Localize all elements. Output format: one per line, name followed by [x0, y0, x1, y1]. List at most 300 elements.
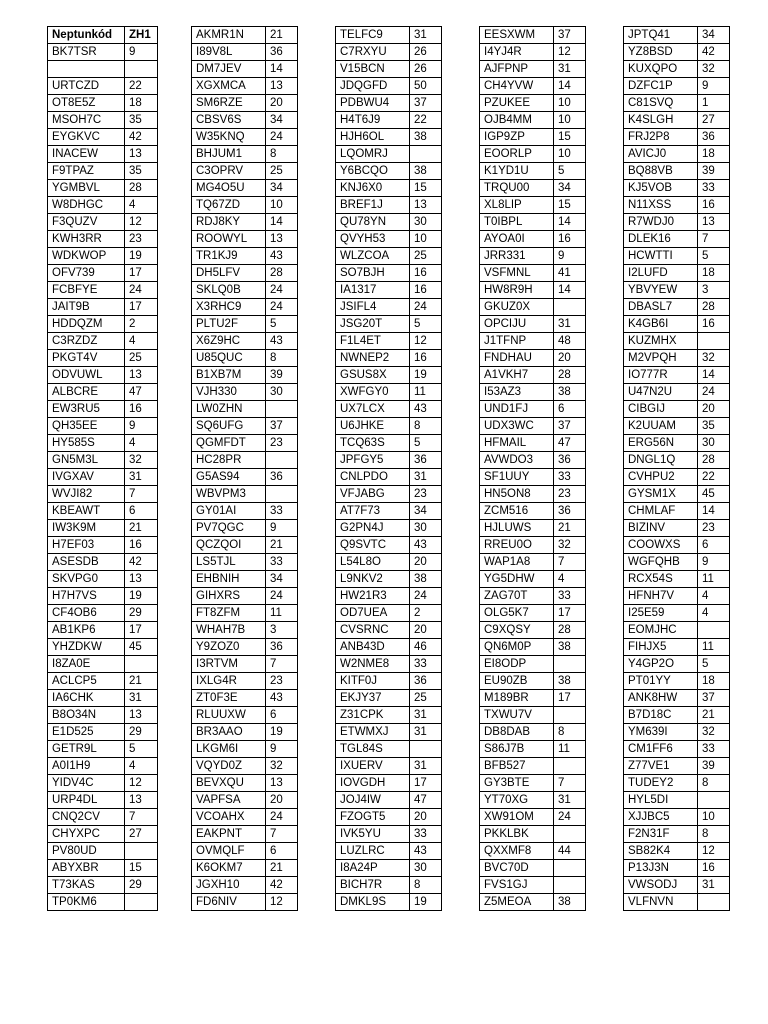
table-row — [192, 554, 298, 571]
score-cell: 45 — [698, 486, 730, 503]
neptun-code-cell: AB1KP6 — [48, 622, 125, 639]
table-row — [192, 503, 298, 520]
table-row — [624, 350, 730, 367]
table-row — [48, 214, 158, 231]
neptun-code-cell: PV80UD — [48, 843, 125, 860]
neptun-code-cell: CF4OB6 — [48, 605, 125, 622]
table-row — [624, 248, 730, 265]
score-cell: 39 — [266, 367, 298, 384]
neptun-code-cell: S86J7B — [480, 741, 554, 758]
score-cell — [554, 758, 586, 775]
score-cell: 43 — [410, 537, 442, 554]
score-cell: 36 — [554, 452, 586, 469]
neptun-code-cell: I25E59 — [624, 605, 698, 622]
score-cell: 24 — [266, 129, 298, 146]
score-cell: 23 — [125, 231, 158, 248]
neptun-code-cell: DMKL9S — [336, 894, 410, 911]
score-cell: 34 — [266, 180, 298, 197]
neptun-code-cell: OFV739 — [48, 265, 125, 282]
table-row — [48, 673, 158, 690]
score-cell: 7 — [554, 554, 586, 571]
score-cell: 48 — [554, 333, 586, 350]
neptun-code-cell: P13J3N — [624, 860, 698, 877]
score-cell: 16 — [410, 265, 442, 282]
table-row — [480, 707, 586, 724]
score-cell: 16 — [698, 860, 730, 877]
score-cell: 31 — [410, 724, 442, 741]
neptun-code-cell: U47N2U — [624, 384, 698, 401]
neptun-code-cell: W2NME8 — [336, 656, 410, 673]
table-row — [48, 299, 158, 316]
table-row — [624, 469, 730, 486]
neptun-code-cell: W8DHGC — [48, 197, 125, 214]
neptun-code-cell: ZT0F3E — [192, 690, 266, 707]
table-row — [480, 333, 586, 350]
table-row — [624, 418, 730, 435]
table-row — [624, 690, 730, 707]
neptun-code-cell: R7WDJ0 — [624, 214, 698, 231]
score-table-3 — [335, 26, 442, 911]
table-row — [48, 622, 158, 639]
score-cell: 30 — [410, 860, 442, 877]
neptun-code-cell: LKGM6I — [192, 741, 266, 758]
score-cell: 13 — [125, 146, 158, 163]
score-cell: 8 — [410, 418, 442, 435]
neptun-code-cell: CHYXPC — [48, 826, 125, 843]
neptun-code-cell: VSFMNL — [480, 265, 554, 282]
neptun-code-cell: BEVXQU — [192, 775, 266, 792]
score-cell — [554, 877, 586, 894]
score-cell: 31 — [125, 690, 158, 707]
table-row — [480, 656, 586, 673]
score-cell: 12 — [125, 214, 158, 231]
table-row — [192, 792, 298, 809]
neptun-code-cell: ANK8HW — [624, 690, 698, 707]
neptun-code-cell: W35KNQ — [192, 129, 266, 146]
table-row — [480, 809, 586, 826]
score-cell: 11 — [554, 741, 586, 758]
neptun-code-cell: GY3BTE — [480, 775, 554, 792]
table-row — [336, 554, 442, 571]
neptun-code-cell: CVSRNC — [336, 622, 410, 639]
neptun-code-cell: CHMLAF — [624, 503, 698, 520]
score-cell: 15 — [125, 860, 158, 877]
score-cell: 7 — [266, 826, 298, 843]
table-row — [480, 758, 586, 775]
table-row — [624, 826, 730, 843]
score-cell: 30 — [266, 384, 298, 401]
score-cell: 20 — [410, 622, 442, 639]
table-row — [336, 384, 442, 401]
table-row — [480, 724, 586, 741]
table-row — [624, 146, 730, 163]
table-row — [480, 129, 586, 146]
table-row — [48, 146, 158, 163]
neptun-code-cell: YT70XG — [480, 792, 554, 809]
neptun-code-cell: FT8ZFM — [192, 605, 266, 622]
neptun-code-cell: RLUUXW — [192, 707, 266, 724]
score-cell: 20 — [698, 401, 730, 418]
score-cell: 31 — [554, 792, 586, 809]
table-row — [336, 231, 442, 248]
table-row — [192, 469, 298, 486]
score-cell: 15 — [554, 129, 586, 146]
neptun-code-cell: EW3RU5 — [48, 401, 125, 418]
table-row — [480, 741, 586, 758]
table-row — [480, 112, 586, 129]
neptun-code-cell: M2VPQH — [624, 350, 698, 367]
neptun-code-cell — [48, 61, 125, 78]
table-row — [480, 588, 586, 605]
score-cell: 10 — [698, 809, 730, 826]
score-cell: 6 — [554, 401, 586, 418]
score-cell: 7 — [698, 231, 730, 248]
table-row — [192, 775, 298, 792]
neptun-code-cell: TUDEY2 — [624, 775, 698, 792]
table-row — [624, 384, 730, 401]
table-row — [624, 452, 730, 469]
table-row — [336, 571, 442, 588]
neptun-code-cell: EOORLP — [480, 146, 554, 163]
neptun-code-cell: CVHPU2 — [624, 469, 698, 486]
table-row — [480, 775, 586, 792]
score-table-5 — [623, 26, 730, 911]
table-row — [192, 282, 298, 299]
score-cell: 41 — [554, 265, 586, 282]
score-cell: 17 — [125, 622, 158, 639]
neptun-code-cell: XGXMCA — [192, 78, 266, 95]
score-cell: 36 — [410, 452, 442, 469]
score-cell — [554, 299, 586, 316]
neptun-code-cell: IA6CHK — [48, 690, 125, 707]
score-cell: 24 — [554, 809, 586, 826]
neptun-code-cell: IVK5YU — [336, 826, 410, 843]
table-row — [624, 571, 730, 588]
score-cell: 10 — [554, 95, 586, 112]
table-row — [336, 163, 442, 180]
neptun-code-cell: ODVUWL — [48, 367, 125, 384]
table-row — [480, 197, 586, 214]
table-row — [192, 724, 298, 741]
table-row — [192, 27, 298, 44]
table-row — [336, 656, 442, 673]
neptun-code-cell: PLTU2F — [192, 316, 266, 333]
score-cell: 43 — [266, 690, 298, 707]
table-row — [624, 775, 730, 792]
neptun-code-cell: K4GB6I — [624, 316, 698, 333]
score-cell: 30 — [698, 435, 730, 452]
table-row — [336, 95, 442, 112]
score-cell: 16 — [125, 401, 158, 418]
score-cell: 32 — [266, 758, 298, 775]
score-cell: 21 — [698, 707, 730, 724]
neptun-code-cell: SM6RZE — [192, 95, 266, 112]
table-row — [336, 775, 442, 792]
table-row — [48, 435, 158, 452]
score-cell: 8 — [698, 826, 730, 843]
table-row — [624, 656, 730, 673]
neptun-code-cell: UND1FJ — [480, 401, 554, 418]
table-row — [192, 146, 298, 163]
score-cell: 3 — [266, 622, 298, 639]
neptun-code-cell: JAIT9B — [48, 299, 125, 316]
score-cell: 17 — [125, 299, 158, 316]
neptun-code-cell: YIDV4C — [48, 775, 125, 792]
table-row — [336, 469, 442, 486]
table-row — [336, 214, 442, 231]
neptun-code-cell: F9TPAZ — [48, 163, 125, 180]
table-row — [480, 503, 586, 520]
neptun-code-cell: NWNEP2 — [336, 350, 410, 367]
table-row — [480, 384, 586, 401]
table-row — [336, 605, 442, 622]
score-cell: 23 — [266, 435, 298, 452]
neptun-code-cell: GETR9L — [48, 741, 125, 758]
neptun-code-cell: KWH3RR — [48, 231, 125, 248]
neptun-code-cell: T73KAS — [48, 877, 125, 894]
neptun-code-cell: HJH6OL — [336, 129, 410, 146]
score-cell: 33 — [266, 554, 298, 571]
neptun-code-cell: H7EF03 — [48, 537, 125, 554]
score-cell: 31 — [125, 469, 158, 486]
table-row — [192, 520, 298, 537]
table-row — [336, 894, 442, 911]
score-cell: 31 — [410, 707, 442, 724]
score-cell: 43 — [410, 401, 442, 418]
table-row — [48, 112, 158, 129]
table-row — [48, 571, 158, 588]
table-row — [624, 282, 730, 299]
score-cell: 20 — [554, 350, 586, 367]
score-cell — [125, 61, 158, 78]
table-row — [480, 537, 586, 554]
neptun-code-cell: VAPFSA — [192, 792, 266, 809]
score-cell: 39 — [698, 758, 730, 775]
score-cell: 17 — [554, 605, 586, 622]
score-cell: 19 — [125, 248, 158, 265]
score-cell: 6 — [266, 843, 298, 860]
neptun-code-cell: JRR331 — [480, 248, 554, 265]
score-cell — [554, 860, 586, 877]
neptun-code-cell: COOWXS — [624, 537, 698, 554]
table-row — [336, 146, 442, 163]
score-cell: 35 — [125, 112, 158, 129]
neptun-code-cell: HDDQZM — [48, 316, 125, 333]
score-cell: 29 — [125, 877, 158, 894]
neptun-code-cell: YG5DHW — [480, 571, 554, 588]
neptun-code-cell: DBASL7 — [624, 299, 698, 316]
neptun-code-cell: IO777R — [624, 367, 698, 384]
table-row — [336, 520, 442, 537]
neptun-code-cell: GN5M3L — [48, 452, 125, 469]
neptun-code-cell: DM7JEV — [192, 61, 266, 78]
neptun-code-cell: CNLPDO — [336, 469, 410, 486]
neptun-code-cell: YHZDKW — [48, 639, 125, 656]
table-row — [192, 809, 298, 826]
neptun-code-cell: HFNH7V — [624, 588, 698, 605]
table-row — [480, 792, 586, 809]
header-score: ZH1 — [125, 27, 158, 44]
table-row — [624, 486, 730, 503]
score-cell: 13 — [266, 231, 298, 248]
neptun-code-cell: LQOMRJ — [336, 146, 410, 163]
table-row — [48, 605, 158, 622]
score-cell: 27 — [698, 112, 730, 129]
score-cell: 20 — [410, 809, 442, 826]
neptun-code-cell: AT7F73 — [336, 503, 410, 520]
score-cell: 13 — [125, 571, 158, 588]
score-cell — [125, 843, 158, 860]
table-row — [336, 588, 442, 605]
score-cell: 32 — [698, 350, 730, 367]
score-cell: 4 — [125, 435, 158, 452]
table-row — [624, 724, 730, 741]
table-row — [192, 180, 298, 197]
neptun-code-cell: GSUS8X — [336, 367, 410, 384]
neptun-code-cell: BK7TSR — [48, 44, 125, 61]
table-row — [192, 656, 298, 673]
neptun-code-cell: JGXH10 — [192, 877, 266, 894]
table-row — [624, 401, 730, 418]
neptun-code-cell: BVC70D — [480, 860, 554, 877]
neptun-code-cell: I3RTVM — [192, 656, 266, 673]
score-cell: 44 — [554, 843, 586, 860]
table-row — [48, 860, 158, 877]
neptun-code-cell: A0I1H9 — [48, 758, 125, 775]
table-row — [192, 44, 298, 61]
table-row — [624, 197, 730, 214]
score-cell: 10 — [554, 112, 586, 129]
score-cell — [266, 401, 298, 418]
table-row — [192, 741, 298, 758]
neptun-code-cell: XL8LIP — [480, 197, 554, 214]
score-cell: 6 — [125, 503, 158, 520]
neptun-code-cell: GY01AI — [192, 503, 266, 520]
table-row — [192, 758, 298, 775]
neptun-code-cell: EKJY37 — [336, 690, 410, 707]
score-cell: 33 — [410, 826, 442, 843]
score-cell: 32 — [554, 537, 586, 554]
neptun-code-cell: WGFQHB — [624, 554, 698, 571]
neptun-code-cell: INACEW — [48, 146, 125, 163]
table-row — [336, 78, 442, 95]
score-cell: 7 — [125, 486, 158, 503]
score-cell: 45 — [125, 639, 158, 656]
score-cell: 8 — [266, 350, 298, 367]
table-row — [48, 231, 158, 248]
table-row — [48, 554, 158, 571]
score-cell: 31 — [410, 27, 442, 44]
neptun-code-cell: K1YD1U — [480, 163, 554, 180]
neptun-code-cell: QXXMF8 — [480, 843, 554, 860]
score-table-4 — [479, 26, 586, 911]
score-cell: 13 — [698, 214, 730, 231]
neptun-code-cell: L9NKV2 — [336, 571, 410, 588]
neptun-code-cell: F2N31F — [624, 826, 698, 843]
neptun-code-cell: TR1KJ9 — [192, 248, 266, 265]
neptun-code-cell: EESXWM — [480, 27, 554, 44]
score-cell: 42 — [125, 129, 158, 146]
neptun-code-cell: HW21R3 — [336, 588, 410, 605]
score-cell: 5 — [698, 248, 730, 265]
neptun-code-cell: Z5MEOA — [480, 894, 554, 911]
table-row — [48, 639, 158, 656]
score-cell: 36 — [698, 129, 730, 146]
score-cell: 26 — [410, 61, 442, 78]
score-cell: 16 — [698, 197, 730, 214]
neptun-code-cell: EYGKVC — [48, 129, 125, 146]
score-cell — [125, 894, 158, 911]
score-cell: 13 — [125, 367, 158, 384]
neptun-code-cell: URP4DL — [48, 792, 125, 809]
neptun-code-cell: PKGT4V — [48, 350, 125, 367]
table-row — [336, 197, 442, 214]
table-row — [480, 469, 586, 486]
table-row — [48, 78, 158, 95]
table-row — [192, 265, 298, 282]
score-cell: 16 — [410, 282, 442, 299]
table-row — [480, 877, 586, 894]
neptun-code-cell: TQ67ZD — [192, 197, 266, 214]
neptun-code-cell: ALBCRE — [48, 384, 125, 401]
table-row — [480, 860, 586, 877]
neptun-code-cell: CBSV6S — [192, 112, 266, 129]
score-cell: 5 — [266, 316, 298, 333]
score-cell: 20 — [266, 95, 298, 112]
neptun-code-cell: YGMBVL — [48, 180, 125, 197]
score-cell: 36 — [266, 469, 298, 486]
neptun-code-cell: FIHJX5 — [624, 639, 698, 656]
table-row — [192, 197, 298, 214]
neptun-code-cell: HJLUWS — [480, 520, 554, 537]
neptun-code-cell: MSOH7C — [48, 112, 125, 129]
neptun-code-cell: CNQ2CV — [48, 809, 125, 826]
table-row — [624, 809, 730, 826]
neptun-code-cell: QVYH53 — [336, 231, 410, 248]
neptun-code-cell: CIBGIJ — [624, 401, 698, 418]
neptun-code-cell: BR3AAO — [192, 724, 266, 741]
table-row — [336, 350, 442, 367]
table-row — [192, 248, 298, 265]
table-row — [48, 656, 158, 673]
table-row — [624, 605, 730, 622]
score-cell: 23 — [410, 486, 442, 503]
table-row — [192, 112, 298, 129]
score-cell: 33 — [698, 741, 730, 758]
score-cell: 15 — [554, 197, 586, 214]
table-row — [192, 622, 298, 639]
table-row — [624, 843, 730, 860]
score-cell: 3 — [698, 282, 730, 299]
neptun-code-cell: BIZINV — [624, 520, 698, 537]
score-cell: 11 — [410, 384, 442, 401]
neptun-code-cell: VJH330 — [192, 384, 266, 401]
table-row — [624, 129, 730, 146]
neptun-code-cell: HW8R9H — [480, 282, 554, 299]
table-row — [624, 537, 730, 554]
table-row — [624, 877, 730, 894]
score-cell: 38 — [554, 384, 586, 401]
table-row — [48, 95, 158, 112]
table-row — [336, 401, 442, 418]
neptun-code-cell: B8O34N — [48, 707, 125, 724]
score-cell: 10 — [554, 146, 586, 163]
score-cell: 33 — [554, 469, 586, 486]
neptun-code-cell: SO7BJH — [336, 265, 410, 282]
neptun-code-cell: SKLQ0B — [192, 282, 266, 299]
neptun-code-cell: GYSM1X — [624, 486, 698, 503]
neptun-code-cell: OVMQLF — [192, 843, 266, 860]
